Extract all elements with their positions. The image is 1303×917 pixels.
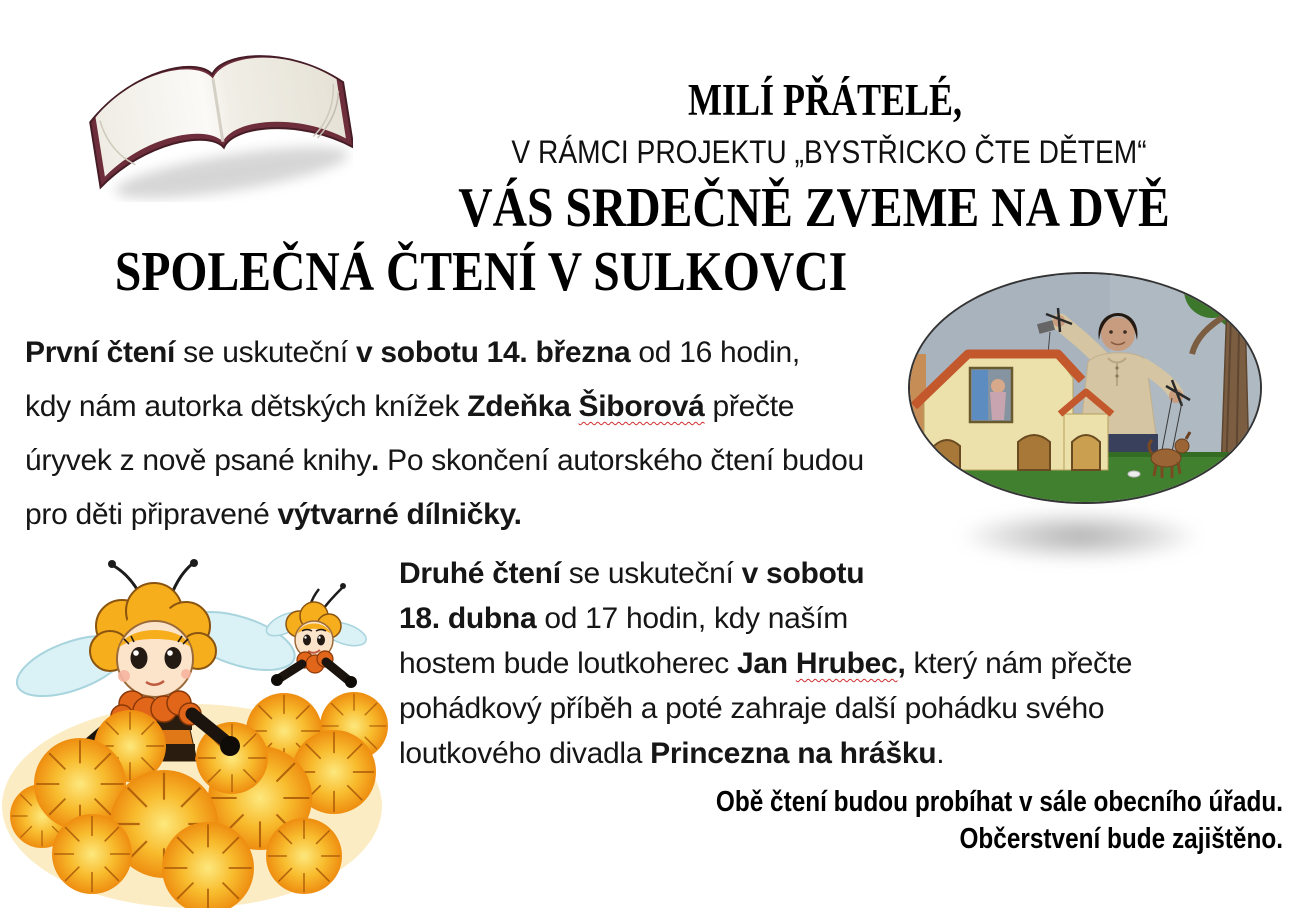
- text-segment: Druhé čtení: [399, 557, 561, 590]
- text-segment: se uskuteční: [560, 557, 742, 590]
- text-segment: .: [936, 737, 945, 770]
- text-segment: se uskuteční: [175, 336, 356, 369]
- text-segment: Princezna na hrášku: [650, 737, 937, 770]
- text-segment: ,: [897, 647, 906, 680]
- bee-mitten: [271, 674, 283, 686]
- bee-children-illustration: [2, 556, 398, 908]
- event-title: SPOLEČNÁ ČTENÍ V SULKOVCI: [114, 241, 848, 303]
- footer-note: [695, 784, 1283, 858]
- open-book-image: [85, 22, 353, 202]
- text-segment: .: [371, 444, 380, 477]
- text-segment: od 17 hodin, kdy naším: [536, 602, 848, 635]
- open-book-svg: [85, 22, 353, 202]
- text-segment: První čtení: [25, 336, 176, 369]
- misspelled-word: Šiborová: [578, 390, 705, 423]
- bee-mitten: [345, 676, 357, 688]
- text-segment: kdy nám autorka dětských knížek: [25, 390, 468, 423]
- puppeteer-photo: [908, 272, 1262, 504]
- footer-line: Obě čtení budou probíhat v sále obecního úřadu.: [715, 786, 1283, 818]
- text-segment: v sobotu: [741, 557, 865, 590]
- text-line: [399, 551, 1199, 596]
- bee-mitten: [220, 736, 240, 756]
- text-line: [399, 641, 1199, 686]
- text-segment: Jan: [737, 647, 796, 680]
- page-title: MILÍ PŘÁTELÉ,: [687, 75, 963, 125]
- text-line: [25, 434, 925, 488]
- text-segment: hostem bude loutkoherec: [399, 647, 738, 680]
- text-segment: od 16 hodin,: [630, 336, 800, 369]
- text-segment: loutkového divadla: [399, 737, 651, 770]
- text-segment: Zdeňka: [467, 390, 579, 423]
- second-reading-paragraph: [399, 551, 1199, 776]
- text-line: [399, 686, 1199, 731]
- footer-line: Občerstvení bude zajištěno.: [959, 823, 1283, 855]
- text-line: [399, 731, 1199, 776]
- text-line: [25, 326, 925, 380]
- small-prop: [1128, 471, 1140, 477]
- text-segment: úryvek z nově psané knihy: [25, 444, 372, 477]
- bee-illustration-svg: [2, 556, 398, 908]
- text-segment: který nám přečte: [905, 647, 1133, 680]
- text-segment: přečte: [704, 390, 795, 423]
- first-reading-paragraph: [25, 326, 925, 542]
- text-segment: výtvarné dílničky.: [277, 498, 522, 531]
- invitation-line: VÁS SRDEČNĚ ZVEME NA DVĚ: [458, 177, 1170, 239]
- text-line: [25, 488, 925, 542]
- text-segment: Po skončení autorského čtení budou: [379, 444, 864, 477]
- puppeteer-photo-svg: [910, 274, 1260, 502]
- text-segment: 18. dubna: [399, 602, 537, 635]
- text-segment: pro děti připravené: [25, 498, 278, 531]
- misspelled-word: Hrubec: [795, 647, 898, 680]
- text-segment: v sobotu 14. března: [356, 336, 631, 369]
- text-line: [399, 596, 1199, 641]
- text-line: [25, 380, 925, 434]
- text-segment: pohádkový příběh a poté zahraje další pohádku svého: [399, 692, 1105, 725]
- project-subtitle: V RÁMCI PROJEKTU „BYSTŘICKO ČTE DĚTEM“: [511, 134, 1147, 170]
